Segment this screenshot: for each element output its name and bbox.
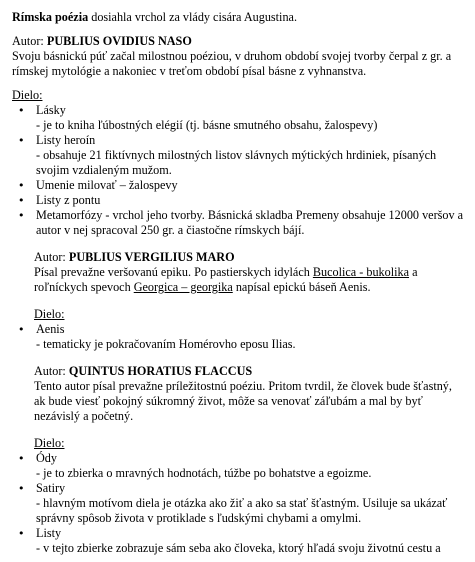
work-title: Umenie milovať – žalospevy xyxy=(36,178,178,192)
bucolica-link: Bucolica - bukolika xyxy=(312,265,410,279)
ovidius-author-name: PUBLIUS OVIDIUS NASO xyxy=(46,34,192,48)
horatius-works-heading: Dielo: xyxy=(34,436,65,450)
ovidius-text: Svoju básnickú púť začal milostnou poéziou, v druhom období svojej tvorby čerpal z gr. a rímskej mytológie a nakoniec v treťom období písal básne z vyhnanstva. xyxy=(12,49,452,78)
list-item xyxy=(12,103,465,133)
list-item xyxy=(12,178,465,193)
horatius-author-name: QUINTUS HORATIUS FLACCUS xyxy=(68,364,253,378)
work-note: - v tejto zbierke zobrazuje sám seba ako človeka, ktorý hľadá svoju životnú cestu a xyxy=(36,541,441,555)
vergilius-author-line xyxy=(34,250,465,265)
intro-title: Rímska poézia xyxy=(12,10,89,24)
ovidius-author-line xyxy=(12,34,465,49)
vergilius-works-heading: Dielo: xyxy=(34,307,65,321)
intro-text: dosiahla vrchol za vlády cisára Augustina. xyxy=(88,10,297,24)
vergilius-works-list xyxy=(12,322,465,352)
work-note: - obsahuje 21 fiktívnych milostných listov slávnych mýtických hrdiniek, písaných svojim vzdialeným mužom. xyxy=(36,148,437,177)
intro-line xyxy=(12,10,465,25)
list-item xyxy=(12,322,465,352)
author-label: Autor: xyxy=(34,250,69,264)
vergilius-text-part: Písal prevažne veršovanú epiku. Po pastierskych idylách xyxy=(34,265,313,279)
list-item xyxy=(12,481,465,526)
work-note: - je to zbierka o mravných hodnotách, túžbe po bohatstve a egoizme. xyxy=(36,466,372,480)
list-item xyxy=(12,208,465,238)
horatius-text: Tento autor písal prevažne príležitostnú poéziu. Pritom tvrdil, že človek bude šťastný, ak bude viesť pokojný súkromný život, môže sa venovať záľubám a mal by byť nezávislý a početný. xyxy=(34,379,452,423)
horatius-section xyxy=(12,364,465,451)
work-title: Listy z pontu xyxy=(36,193,101,207)
georgica-link: Georgica – georgika xyxy=(133,280,233,294)
work-note: - hlavným motívom diela je otázka ako žiť a ako sa stať šťastným. Usiluje sa ukázať správny spôsob života v protiklade s ľudskými chybami a omylmi. xyxy=(36,496,448,525)
ovidius-works-heading: Dielo: xyxy=(12,88,43,102)
work-note: - tematicky je pokračovaním Homérovho eposu Ilias. xyxy=(36,337,296,351)
work-title: Metamorfózy - vrchol jeho tvorby. Básnická skladba Premeny obsahuje 12000 veršov a autor v nej spracoval 250 gr. a čiastočne rímskych bájí. xyxy=(36,208,464,237)
list-item xyxy=(12,133,465,178)
list-item xyxy=(12,451,465,481)
author-label: Autor: xyxy=(12,34,47,48)
work-title: Lásky xyxy=(36,103,66,117)
vergilius-text-part: a roľníckych spevoch xyxy=(34,265,418,294)
ovidius-works-list xyxy=(12,103,465,238)
author-label: Autor: xyxy=(34,364,69,378)
list-item xyxy=(12,193,465,208)
vergilius-section xyxy=(12,250,465,322)
work-title: Listy xyxy=(36,526,62,540)
work-title: Aenis xyxy=(36,322,65,336)
list-item xyxy=(12,526,465,556)
horatius-works-list xyxy=(12,451,465,556)
vergilius-author-name: PUBLIUS VERGILIUS MARO xyxy=(68,250,235,264)
horatius-author-line xyxy=(34,364,465,379)
work-title: Listy heroín xyxy=(36,133,96,147)
vergilius-text xyxy=(34,265,465,295)
work-title: Satiry xyxy=(36,481,66,495)
work-note: - je to kniha ľúbostných elégií (tj. básne smutného obsahu, žalospevy) xyxy=(36,118,378,132)
vergilius-text-part: napísal epickú báseň Aenis. xyxy=(232,280,371,294)
work-title: Ódy xyxy=(36,451,57,465)
